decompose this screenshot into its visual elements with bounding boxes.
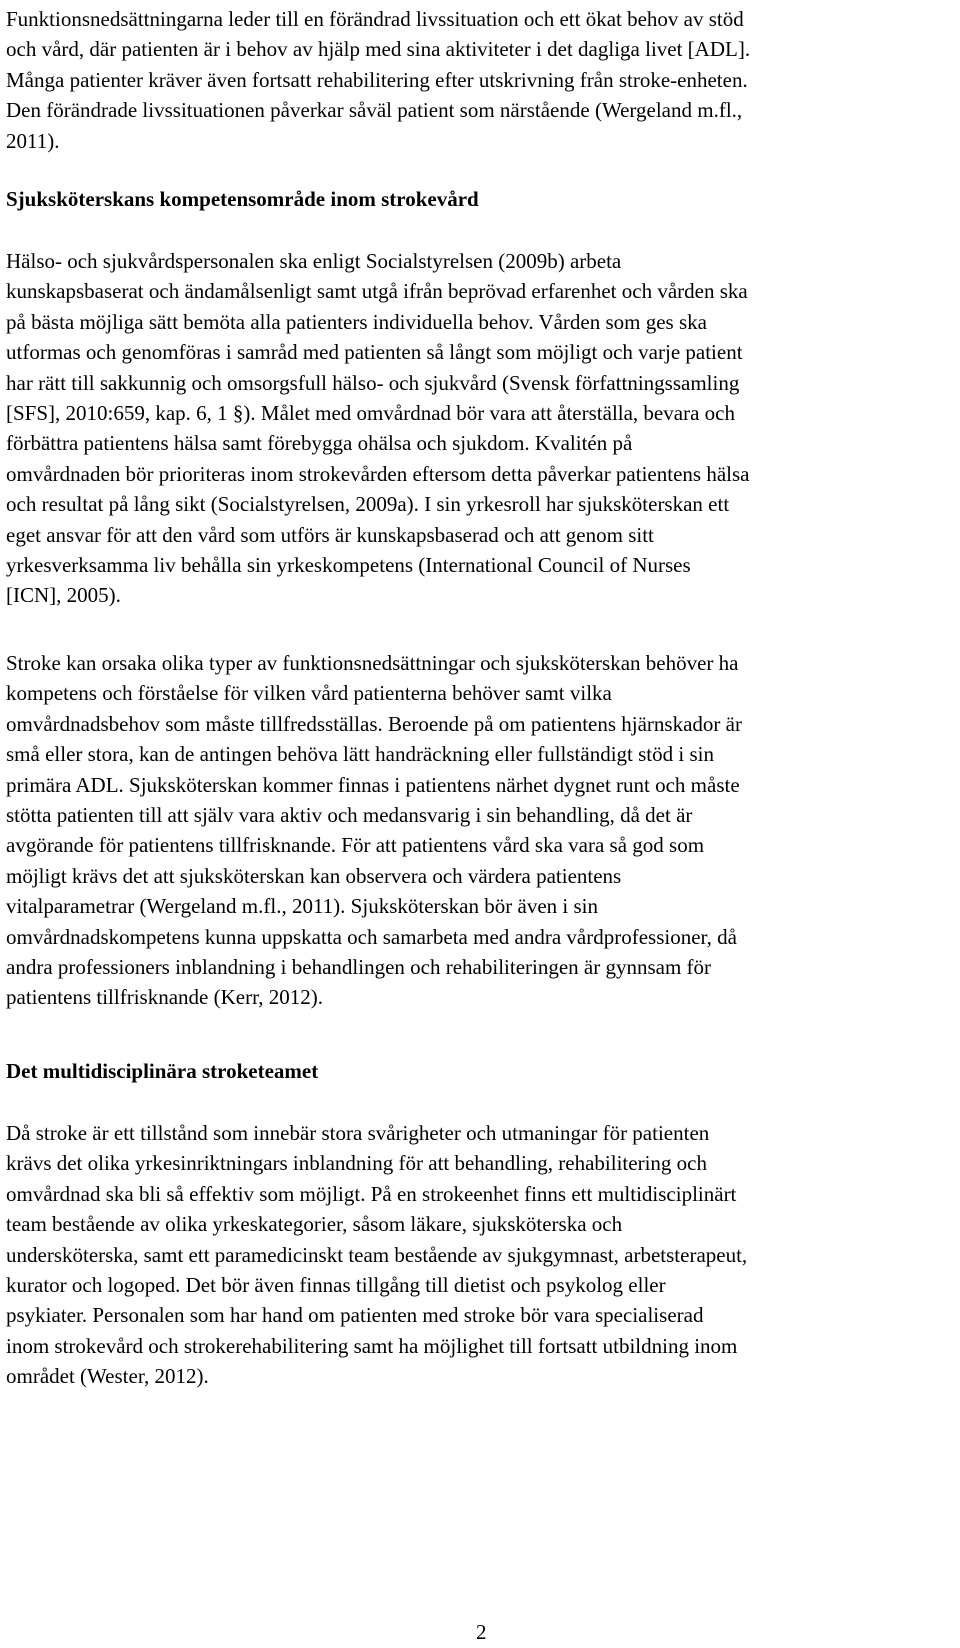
text-line: andra professioners inblandning i behandlingen och rehabiliteringen är gynnsam för bbox=[6, 955, 712, 980]
page-number: 2 bbox=[476, 1620, 487, 1644]
text-line: krävs det olika yrkesinriktningars inblandning för att behandling, rehabilitering och bbox=[6, 1151, 707, 1176]
text-line: omvårdnadskompetens kunna uppskatta och samarbeta med andra vårdprofessioner, då bbox=[6, 924, 738, 949]
text-line: omvårdnad ska bli så effektiv som möjligt. På en strokeenhet finns ett multidisciplinärt bbox=[6, 1181, 737, 1206]
text-line: förbättra patientens hälsa samt förebygga ohälsa och sjukdom. Kvalitén på bbox=[6, 431, 633, 456]
text-line: kurator och logoped. Det bör även finnas tillgång till dietist och psykolog eller bbox=[6, 1273, 666, 1298]
text-line: området (Wester, 2012). bbox=[6, 1364, 209, 1389]
text-line: och vård, där patienten är i behov av hjälp med sina aktiviteter i det dagliga livet [ADL]. bbox=[6, 37, 751, 62]
text-line: [ICN], 2005). bbox=[6, 583, 121, 608]
text-line: patientens tillfrisknande (Kerr, 2012). bbox=[6, 985, 323, 1010]
text-line: och resultat på lång sikt (Socialstyrelsen, 2009a). I sin yrkesroll har sjuksköterskan ett bbox=[6, 492, 730, 517]
text-line: omvårdnaden bör prioriteras inom strokevården eftersom detta påverkar patientens hälsa bbox=[6, 461, 750, 486]
team-paragraph bbox=[6, 1118, 747, 1392]
text-line: team bestående av olika yrkeskategorier, såsom läkare, sjuksköterska och bbox=[6, 1212, 623, 1237]
text-line: psykiater. Personalen som har hand om patienten med stroke bör vara specialiserad bbox=[6, 1303, 704, 1328]
text-line: utformas och genomföras i samråd med patienten så långt som möjligt och varje patient bbox=[6, 340, 743, 365]
stroke-paragraph bbox=[6, 648, 742, 1013]
text-line: kunskapsbaserat och ändamålsenligt samt utgå ifrån beprövad erfarenhet och vården ska bbox=[6, 279, 748, 304]
text-line: yrkesverksamma liv behålla sin yrkeskompetens (International Council of Nurses bbox=[6, 553, 691, 578]
text-line: Funktionsnedsättningarna leder till en förändrad livssituation och ett ökat behov av stöd bbox=[6, 7, 744, 31]
text-line: har rätt till sakkunnig och omsorgsfull hälso- och sjukvård (Svensk författningssamling bbox=[6, 370, 740, 395]
text-line: undersköterska, samt ett paramedicinskt team bestående av sjukgymnast, arbetsterapeut, bbox=[6, 1242, 748, 1267]
text-line: [SFS], 2010:659, kap. 6, 1 §). Målet med omvårdnad bör vara att återställa, bevara och bbox=[6, 401, 735, 426]
text-line: avgörande för patientens tillfrisknande. För att patientens vård ska vara så god som bbox=[6, 833, 705, 858]
competence-paragraph bbox=[6, 246, 749, 611]
text-line: Då stroke är ett tillstånd som innebär stora svårigheter och utmaningar för patienten bbox=[6, 1121, 710, 1145]
text-line: Många patienter kräver även fortsatt rehabilitering efter utskrivning från stroke-enheten. bbox=[6, 67, 748, 92]
section-heading-competence: Sjuksköterskans kompetensområde inom strokevård bbox=[6, 187, 479, 211]
section-heading-team: Det multidisciplinära stroketeamet bbox=[6, 1059, 319, 1083]
text-line: omvårdnadsbehov som måste tillfredsställas. Beroende på om patientens hjärnskador är bbox=[6, 711, 742, 736]
text-line: stötta patienten till att själv vara aktiv och medansvarig i sin behandling, då det är bbox=[6, 803, 693, 828]
intro-paragraph bbox=[6, 4, 750, 156]
text-line: kompetens och förståelse för vilken vård patienterna behöver samt vilka bbox=[6, 681, 612, 706]
text-line: inom strokevård och strokerehabilitering samt ha möjlighet till fortsatt utbildning inom bbox=[6, 1333, 738, 1358]
text-line: Stroke kan orsaka olika typer av funktionsnedsättningar och sjuksköterskan behöver ha bbox=[6, 651, 739, 675]
text-line: vitalparametrar (Wergeland m.fl., 2011). Sjuksköterskan bör även i sin bbox=[6, 894, 598, 919]
text-line: Den förändrade livssituationen påverkar såväl patient som närstående (Wergeland m.fl., bbox=[6, 98, 743, 123]
text-line: primära ADL. Sjuksköterskan kommer finnas i patientens närhet dygnet runt och måste bbox=[6, 772, 740, 797]
text-line: eget ansvar för att den vård som utförs är kunskapsbaserad och att genom sitt bbox=[6, 522, 654, 547]
text-line: 2011). bbox=[6, 128, 60, 153]
text-line: små eller stora, kan de antingen behöva lätt handräckning eller fullständigt stöd i sin bbox=[6, 742, 714, 767]
text-line: på bästa möjliga sätt bemöta alla patienters individuella behov. Vården som ges ska bbox=[6, 309, 707, 334]
text-line: möjligt krävs det att sjuksköterskan kan observera och värdera patientens bbox=[6, 863, 622, 888]
text-line: Hälso- och sjukvårdspersonalen ska enligt Socialstyrelsen (2009b) arbeta bbox=[6, 249, 622, 273]
